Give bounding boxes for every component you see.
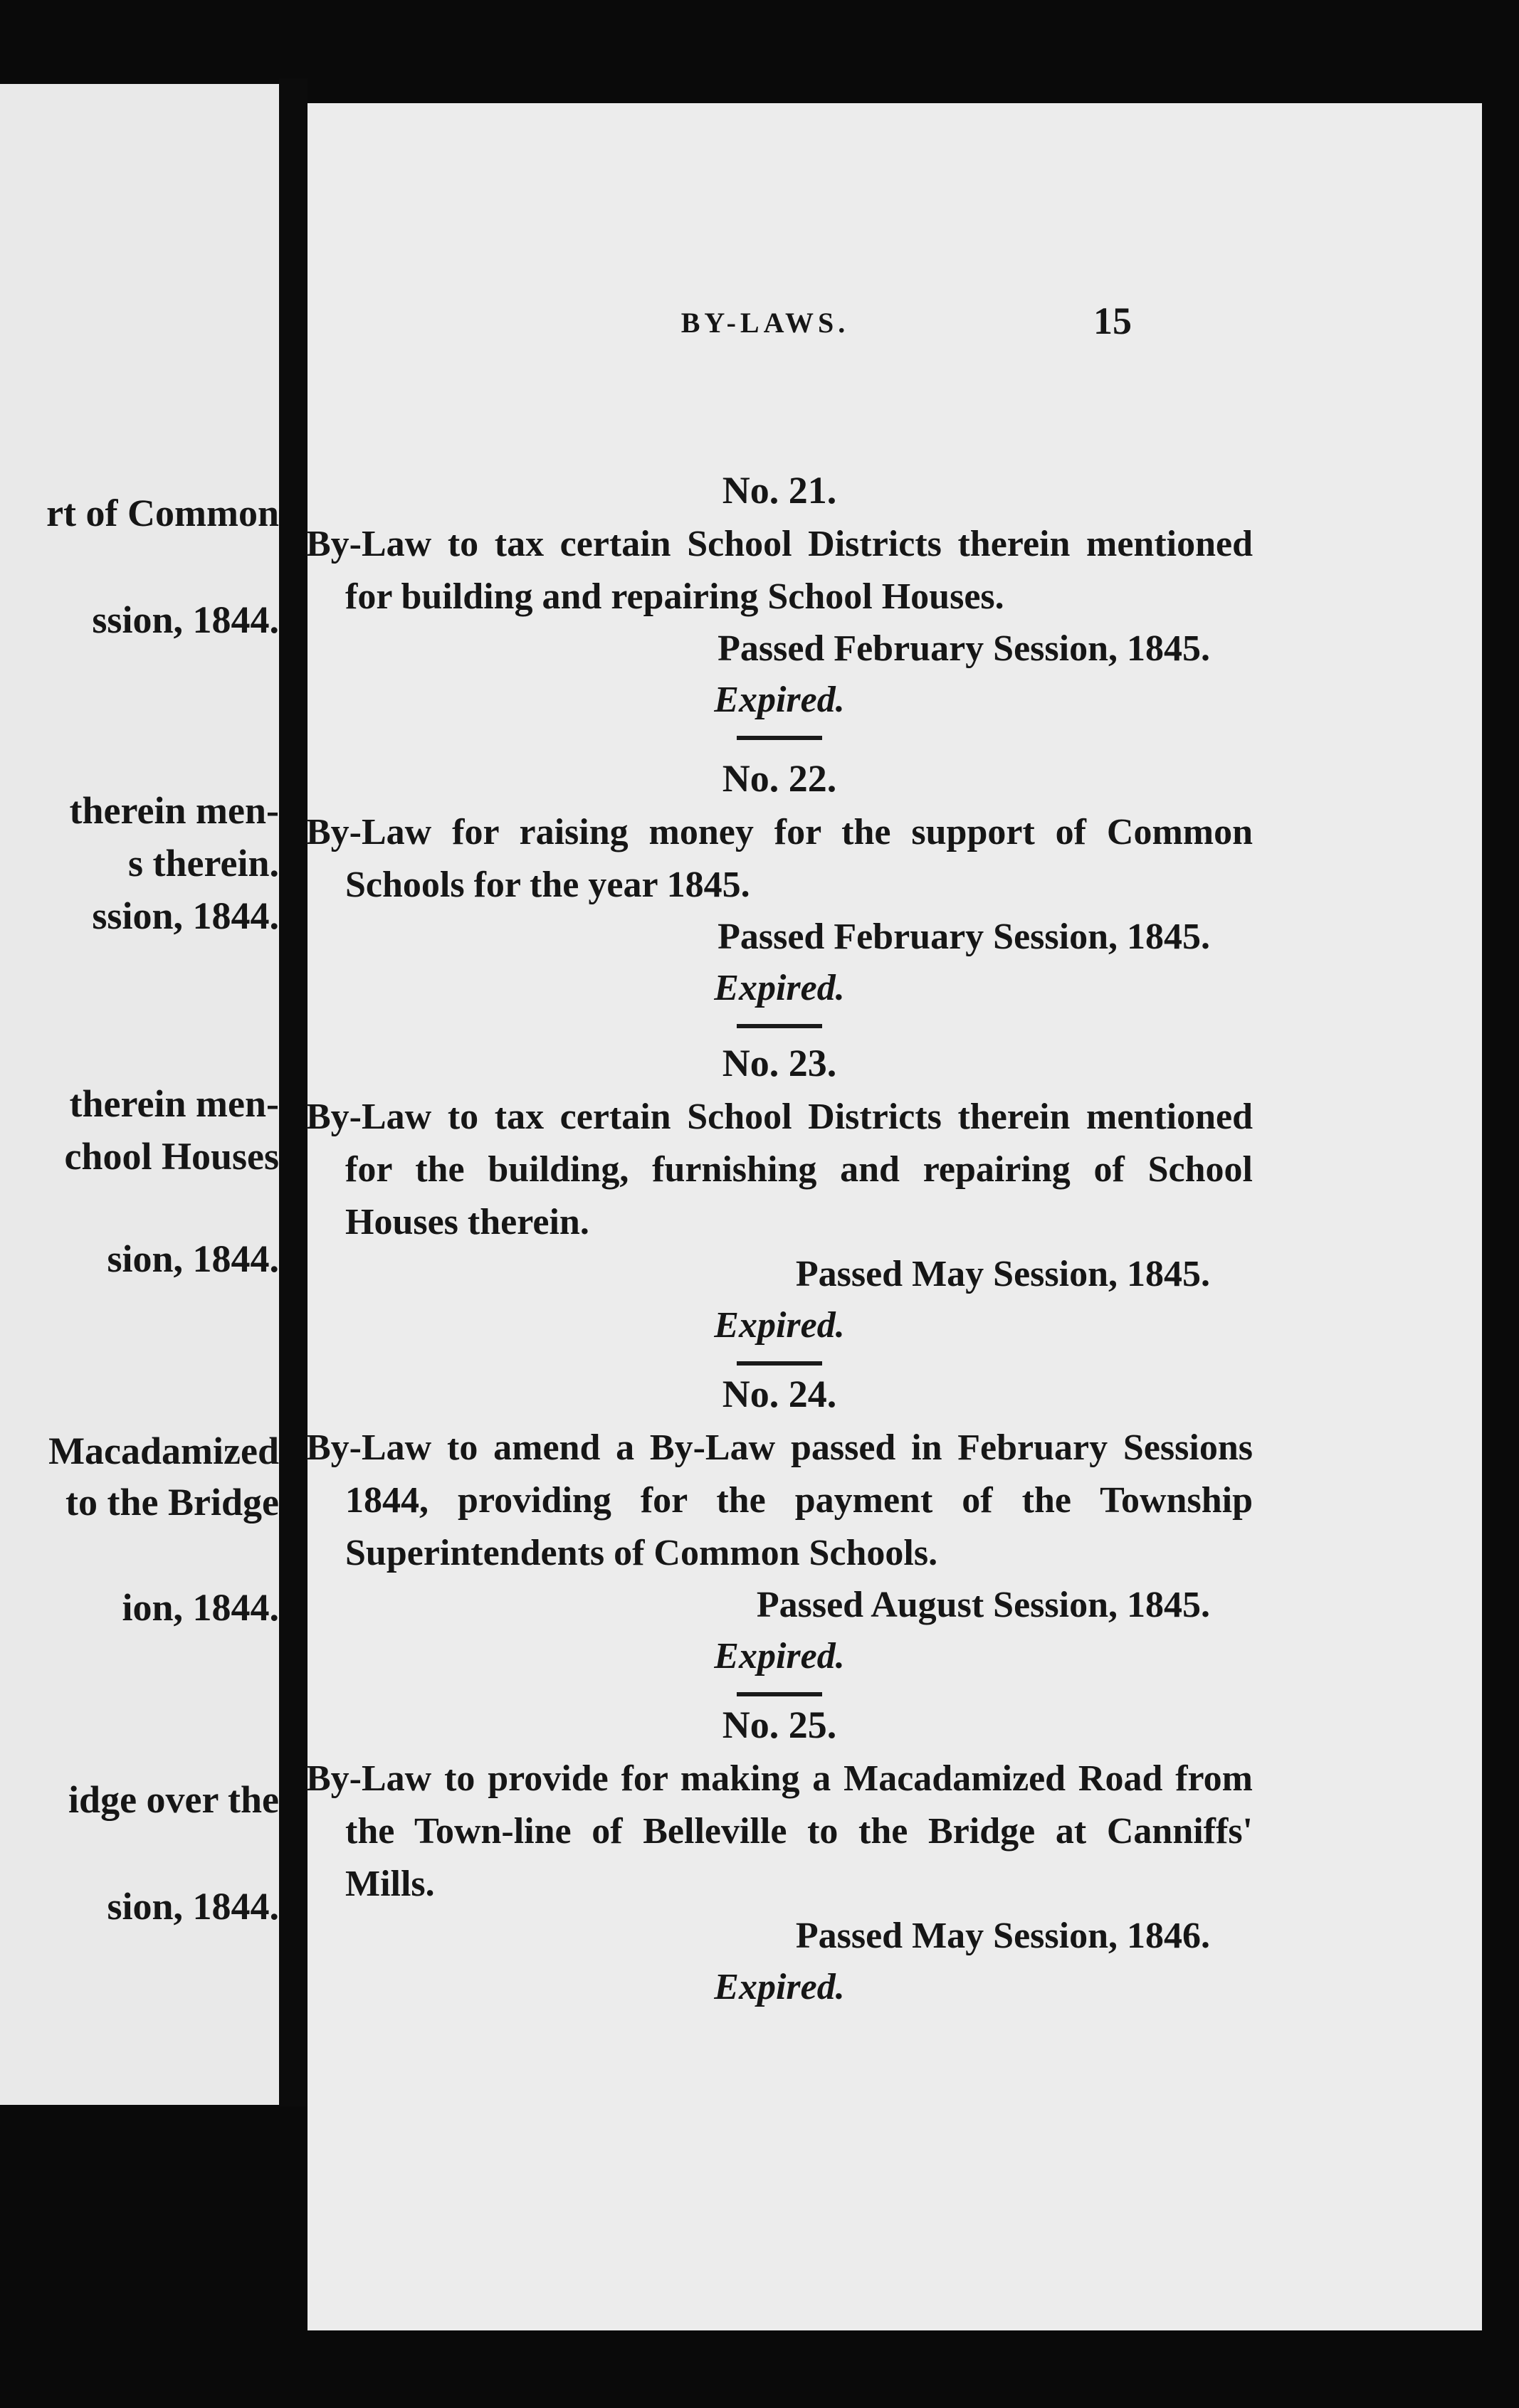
left-page-line: ssion, 1844.	[92, 894, 279, 937]
left-page-line: to the Bridge	[65, 1481, 279, 1524]
entry-number: No. 22.	[722, 757, 837, 800]
left-page-line: Macadamized	[48, 1430, 279, 1472]
entry-passed: Passed May Session, 1846.	[795, 1916, 1210, 1956]
entry-text: By-Law to provide for making a Macadamized Road from the Town-line of Belleville to the Bridge at Canniffs' Mills.	[306, 1758, 1253, 1904]
entry-divider	[737, 1361, 822, 1366]
entry-number: No. 24.	[722, 1373, 837, 1415]
entry-text: By-Law for raising money for the support of Common Schools for the year 1845.	[306, 812, 1253, 905]
entry-divider	[737, 1692, 822, 1696]
bylaw-entry-22	[306, 751, 1253, 1028]
bylaw-entry-25	[306, 1697, 1253, 2013]
entry-passed: Passed February Session, 1845.	[718, 628, 1210, 669]
left-page-fragment	[0, 84, 279, 2105]
entry-status: Expired.	[714, 680, 845, 720]
entry-passed: Passed February Session, 1845.	[718, 917, 1210, 957]
book-gutter	[279, 78, 308, 2106]
entry-status: Expired.	[714, 1305, 845, 1346]
left-page-line: ssion, 1844.	[92, 598, 279, 641]
entry-text: By-Law to amend a By-Law passed in February Sessions 1844, providing for the payment of the Township Superintendents of Common Schools.	[306, 1427, 1253, 1573]
entry-divider	[737, 1024, 822, 1028]
entry-status: Expired.	[714, 1636, 845, 1676]
entry-passed: Passed May Session, 1845.	[795, 1254, 1210, 1294]
bylaw-entry-23	[306, 1035, 1253, 1366]
bylaw-entry-21	[306, 463, 1253, 740]
entry-number: No. 21.	[722, 469, 837, 512]
entry-text: By-Law to tax certain School Districts therein mentioned for building and repairing School Houses.	[306, 524, 1253, 617]
left-page-line: idge over the	[68, 1778, 279, 1821]
page-header	[399, 299, 1132, 349]
left-page-line: s therein.	[128, 842, 279, 884]
entry-text: By-Law to tax certain School Districts therein mentioned for the building, furnishing and repairing of School Houses therein.	[306, 1097, 1253, 1242]
bylaw-entry-24	[306, 1366, 1253, 1696]
entry-status: Expired.	[714, 968, 845, 1008]
page-number: 15	[1093, 300, 1132, 342]
left-page-line: sion, 1844.	[107, 1885, 279, 1928]
left-page-line: chool Houses	[64, 1135, 279, 1178]
running-title: BY-LAWS.	[680, 307, 850, 339]
left-page-line: rt of Common	[46, 492, 279, 534]
entry-passed: Passed August Session, 1845.	[756, 1585, 1210, 1625]
entry-number: No. 25.	[722, 1704, 837, 1746]
entry-status: Expired.	[714, 1967, 845, 2007]
left-page-line: sion, 1844.	[107, 1237, 279, 1280]
entry-number: No. 23.	[722, 1042, 837, 1084]
entry-divider	[737, 736, 822, 740]
left-page-line: ion, 1844.	[122, 1586, 279, 1629]
left-page-line: therein men-	[69, 1082, 279, 1125]
left-page-line: therein men-	[69, 789, 279, 832]
